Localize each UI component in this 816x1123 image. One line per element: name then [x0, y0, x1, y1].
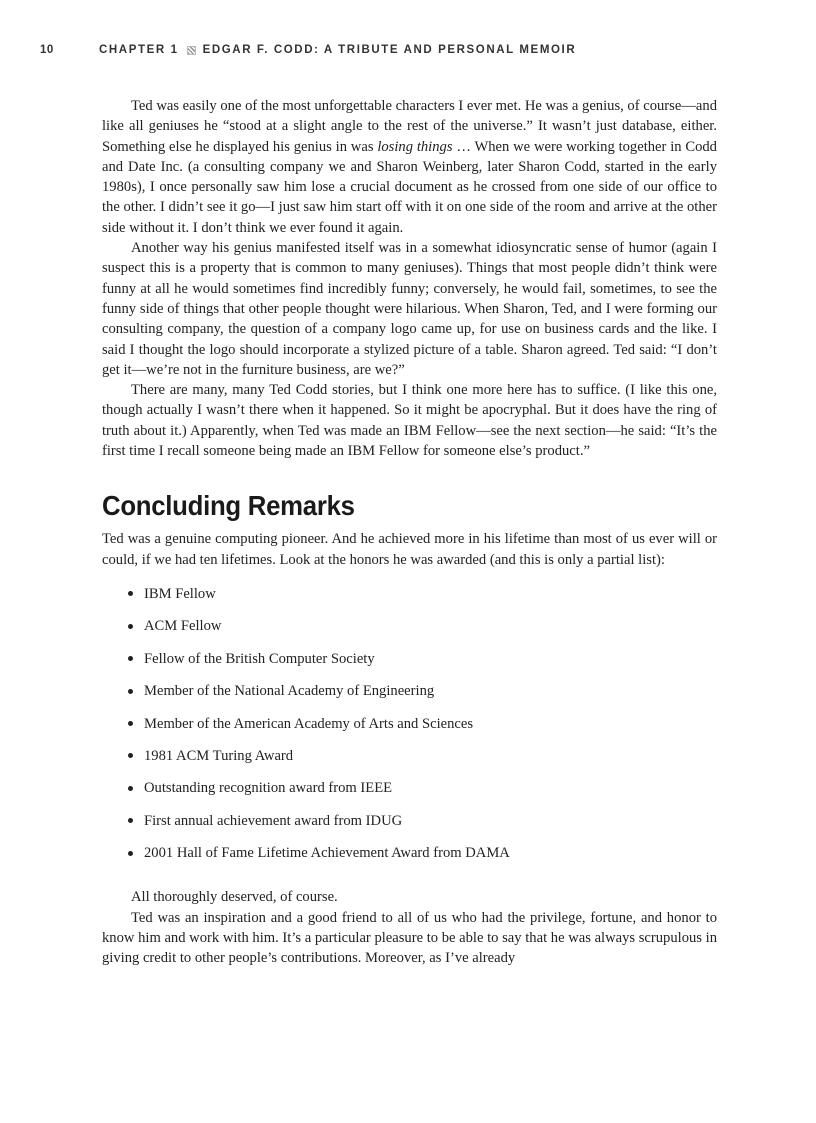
list-item	[102, 714, 717, 746]
list-item	[102, 616, 717, 648]
bullet-icon	[128, 851, 133, 856]
chapter-title: EDGAR F. CODD: A TRIBUTE AND PERSONAL MEMOIR	[202, 44, 577, 56]
list-item	[102, 811, 717, 843]
list-item	[102, 649, 717, 681]
bullet-icon	[128, 721, 133, 726]
honor-text: 1981 ACM Turing Award	[144, 747, 294, 764]
list-item	[102, 584, 717, 616]
paragraph-inspiration: Ted was an inspiration and a good friend to all of us who had the privilege, fortune, and honor to know him and work with him. It’s a particular pleasure to be able to say that he was always scrupulous in giving credit to other people’s contributions. Moreover, as I’ve already	[102, 909, 717, 967]
bullet-icon	[128, 624, 133, 629]
chapter-label: CHAPTER 1	[99, 44, 179, 56]
bullet-icon	[128, 818, 133, 823]
list-item	[102, 843, 717, 875]
honor-text: Member of the American Academy of Arts and Sciences	[144, 715, 474, 732]
paragraph-deserved: All thoroughly deserved, of course.	[131, 889, 338, 906]
paragraph-ted-genius	[102, 96, 717, 238]
header-separator-icon	[187, 46, 196, 55]
honor-text: IBM Fellow	[144, 585, 216, 602]
paragraph-ted-genius-text-a: Ted was easily one of the most unforgettable characters I ever met. He was a genius, of course—and like all geniuses he “stood at a slight angle to the rest of the universe.” It wasn’t just database, either. Something else he displayed his genius in was	[102, 98, 717, 155]
section-heading: Concluding Remarks	[102, 490, 355, 522]
honors-list	[102, 584, 717, 876]
list-item	[102, 778, 717, 810]
paragraph-stories: There are many, many Ted Codd stories, but I think one more here has to suffice. (I like this one, though actually I wasn’t there when it happened. So it might be apocryphal. But it does have the ring of truth about it.) Apparently, when Ted was made an IBM Fellow—see the next section—he said: “It’s the first time I recall someone being made an IBM Fellow for someone else’s product.”	[102, 382, 717, 460]
bullet-icon	[128, 786, 133, 791]
paragraph-humor: Another way his genius manifested itself was in a somewhat idiosyncratic sense of humor (again I suspect this is a property that is common to many geniuses). Things that most people didn’t think were funny at all he would sometimes find incredibly funny; conversely, he would fail, sometimes, to see the funny side of things that other people thought were hilarious. When Sharon, Ted, and I were forming our consulting company, the question of a company logo came up, for use on business cards and the like. I said I thought the logo should incorporate a stylized picture of a table. Sharon agreed. Ted said: “I don’t get it—we’re not in the furniture business, are we?”	[102, 240, 717, 378]
bullet-icon	[128, 656, 133, 661]
honor-text: Member of the National Academy of Engineering	[144, 683, 435, 700]
paragraph-ted-genius-text-b: … When we were working together in Codd and Date Inc. (a consulting company we and Sharon Weinberg, later Sharon Codd, started in the early 1980s), I once personally saw him lose a crucial document as he crossed from one side of our office to the other. I didn’t see it go—I just saw him start off with it on one side of the room and arrive at the other side without it. I don’t think we ever found it again.	[102, 138, 717, 236]
page-body	[102, 96, 717, 969]
honor-text: 2001 Hall of Fame Lifetime Achievement Award from DAMA	[144, 845, 510, 862]
bullet-icon	[128, 753, 133, 758]
honor-text: Fellow of the British Computer Society	[144, 650, 375, 667]
section-intro: Ted was a genuine computing pioneer. And he achieved more in his lifetime than most of us ever will or could, if we had ten lifetimes. Look at the honors he was awarded (and this is only a partial list):	[102, 531, 717, 568]
bullet-icon	[128, 591, 133, 596]
list-item	[102, 746, 717, 778]
honor-text: ACM Fellow	[144, 618, 222, 635]
running-header	[40, 41, 576, 59]
bullet-icon	[128, 689, 133, 694]
paragraph-ted-genius-italic: losing things	[377, 138, 453, 155]
list-item	[102, 681, 717, 713]
page-number: 10	[40, 44, 54, 56]
honor-text: Outstanding recognition award from IEEE	[144, 780, 393, 797]
honor-text: First annual achievement award from IDUG	[144, 812, 403, 829]
